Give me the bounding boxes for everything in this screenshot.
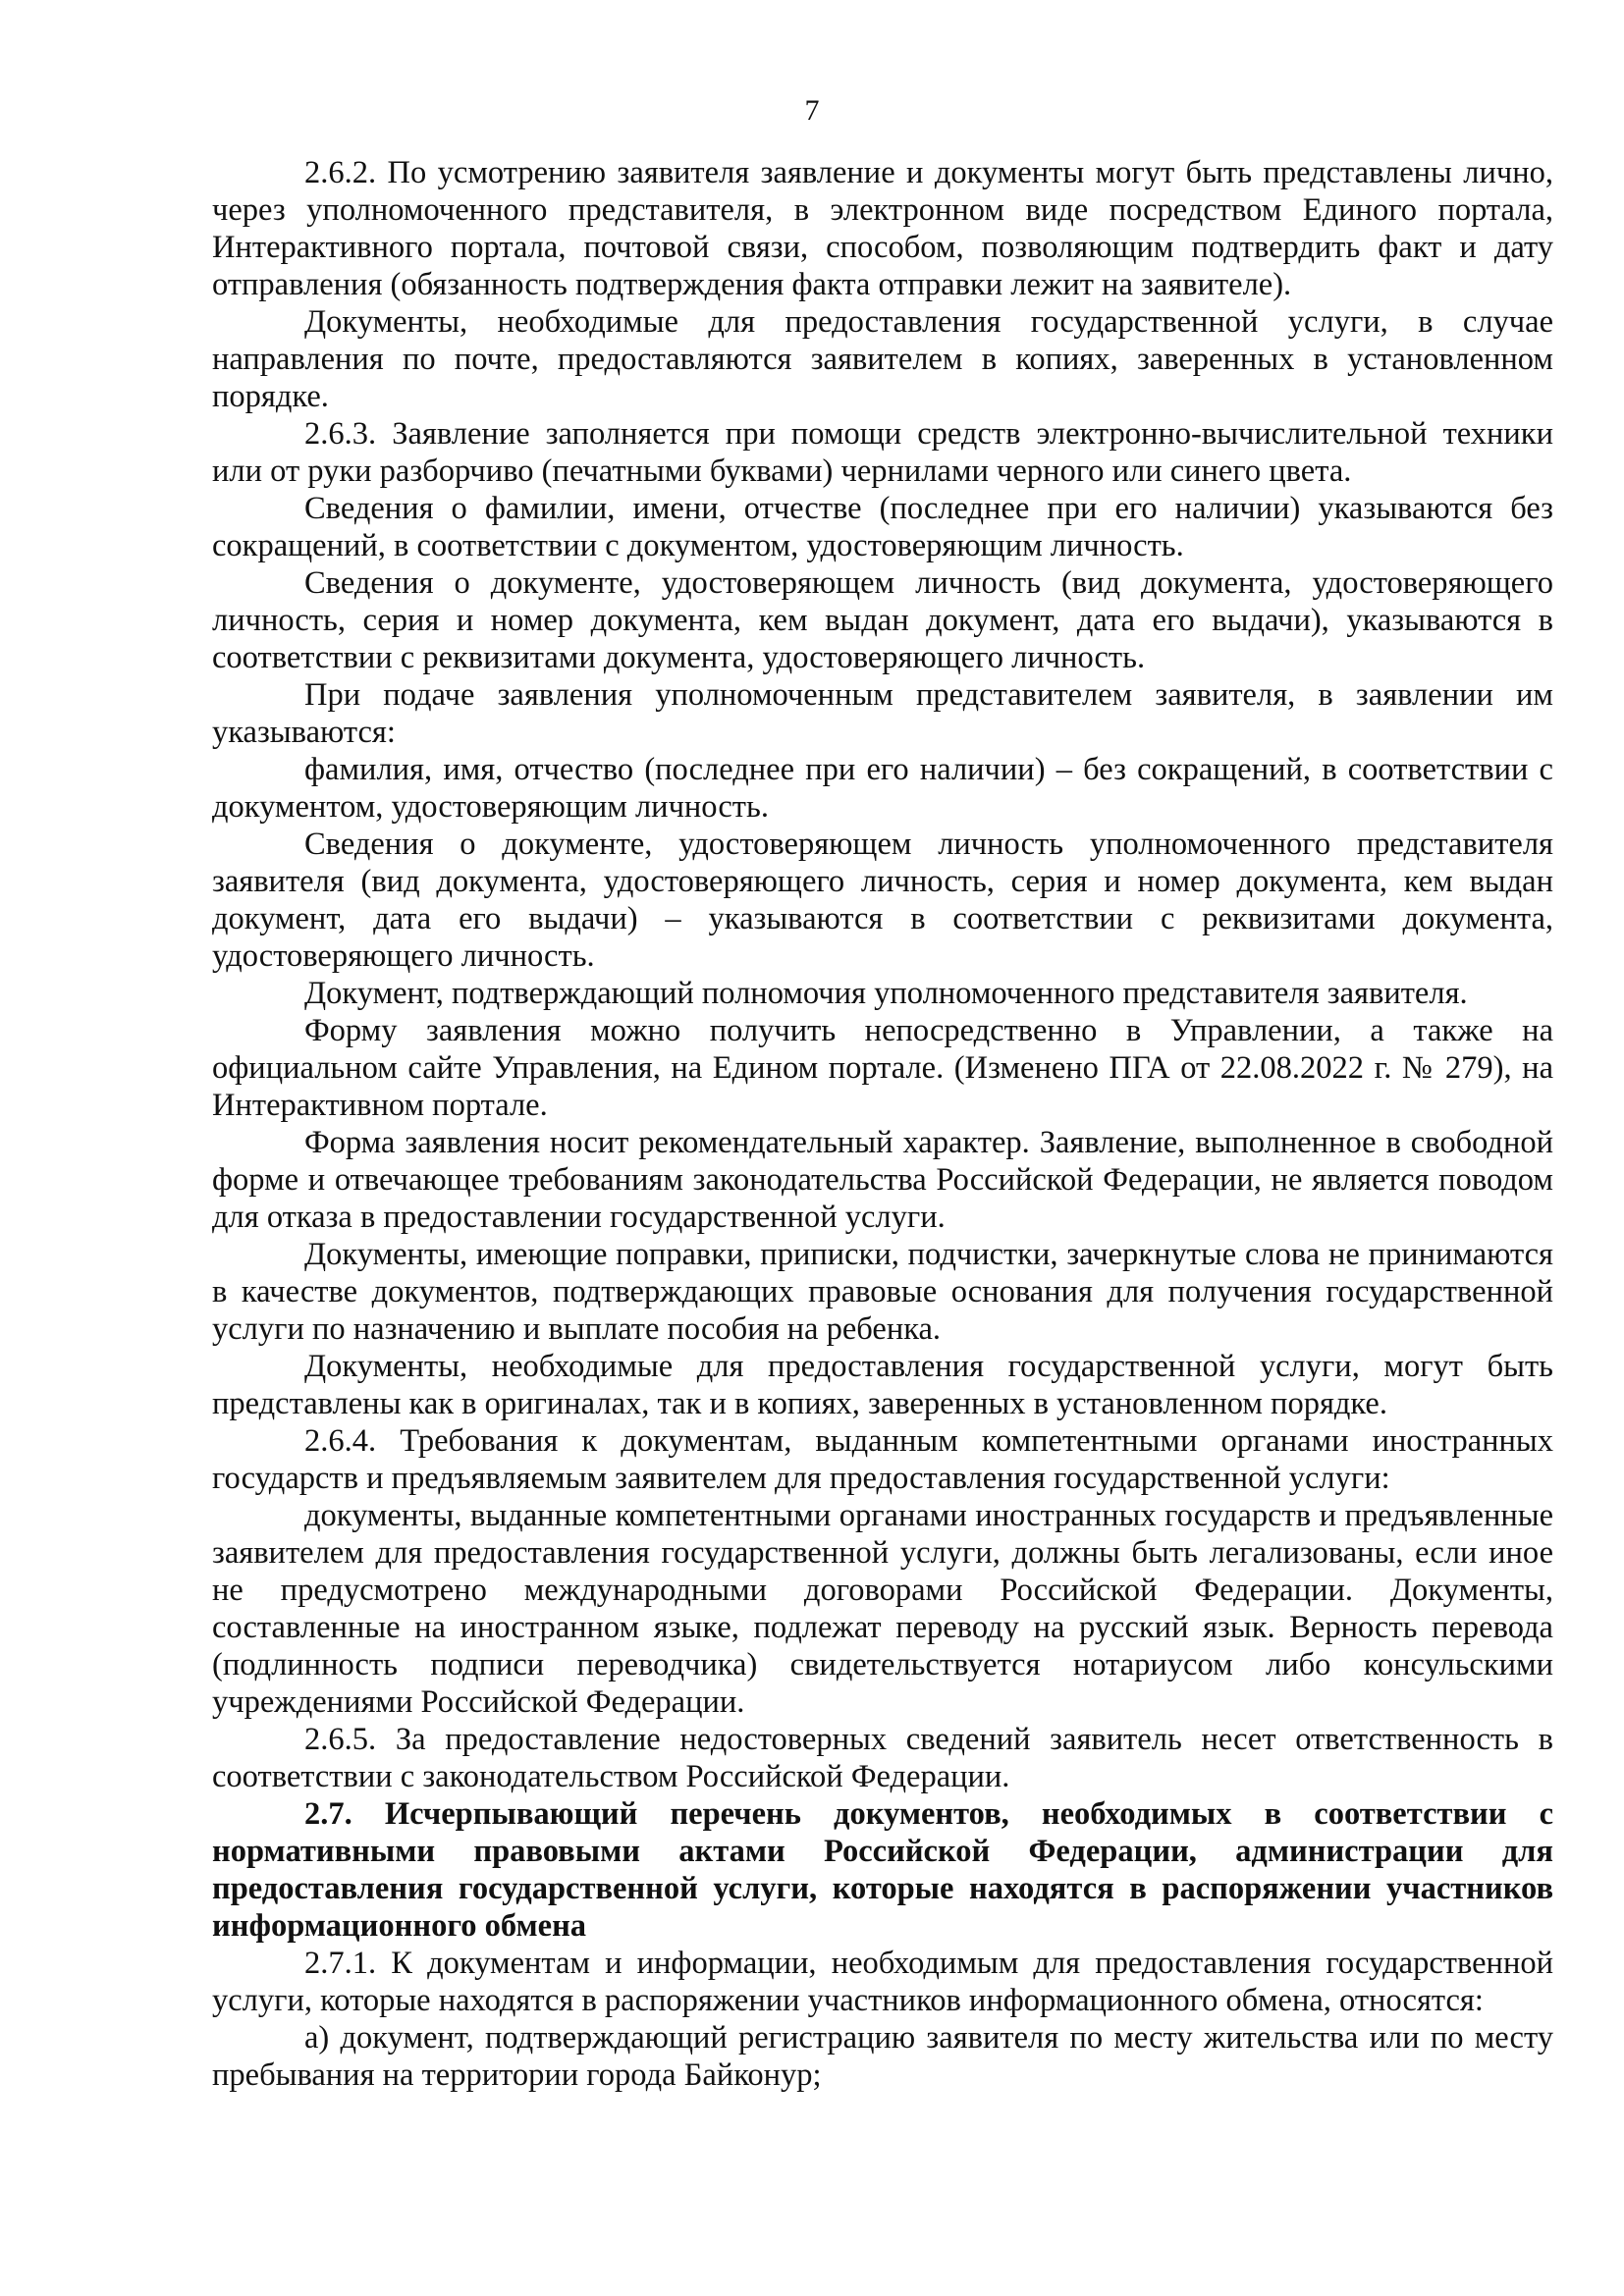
page-number: 7: [804, 94, 820, 127]
paragraph: Сведения о документе, удостоверяющем личность (вид документа, удостоверяющего личность, серия и номер документа, кем выдан документ, дата его выдачи), указываются в соответствии с реквизитами документа, удостоверяющего личность.: [212, 565, 1553, 675]
paragraph: Документы, необходимые для предоставления государственной услуги, в случае направления по почте, предоставляются заявителем в копиях, заверенных в установленном порядке.: [212, 304, 1553, 414]
paragraph: 2.7.1. К документам и информации, необходимым для предоставления государственной услуги, которые находятся в распоряжении участников информационного обмена, относятся:: [212, 1946, 1553, 2018]
paragraph: 2.6.4. Требования к документам, выданным компетентными органами иностранных государств и предъявляемым заявителем для предоставления государственной услуги:: [212, 1423, 1553, 1496]
paragraph: При подаче заявления уполномоченным представителем заявителя, в заявлении им указываются:: [212, 677, 1553, 750]
paragraph: Сведения о документе, удостоверяющем личность уполномоченного представителя заявителя (вид документа, удостоверяющего личность, серия и номер документа, кем выдан документ, дата его выдачи) – указываются в соответствии с реквизитами документа, удостоверяющего личность.: [212, 827, 1553, 974]
paragraph: Форма заявления носит рекомендательный характер. Заявление, выполненное в свободной форме и отвечающее требованиям законодательства Российской Федерации, не является поводом для отказа в предоставлении государственной услуги.: [212, 1125, 1553, 1235]
paragraph: Форму заявления можно получить непосредственно в Управлении, а также на официальном сайте Управления, на Едином портале. (Изменено ПГА от 22.08.2022 г. № 279), на Интерактивном портале.: [212, 1013, 1553, 1123]
paragraph: документы, выданные компетентными органами иностранных государств и предъявленные заявителем для предоставления государственной услуги, должны быть легализованы, если иное не предусмотрено международными договорами Российской Федерации. Документы, составленные на иностранном языке, подлежат переводу на русский язык. Верность перевода (подлинность подписи переводчика) свидетельствуется нотариусом либо консульскими учреждениями Российской Федерации.: [212, 1498, 1553, 1720]
paragraph: Документы, необходимые для предоставления государственной услуги, могут быть представлены как в оригиналах, так и в копиях, заверенных в установленном порядке.: [212, 1349, 1553, 1421]
paragraph: 2.6.2. По усмотрению заявителя заявление и документы могут быть представлены лично, через уполномоченного представителя, в электронном виде посредством Единого портала, Интерактивного портала, почтовой связи, способом, позволяющим подтвердить факт и дату отправления (обязанность подтверждения факта отправки лежит на заявителе).: [212, 155, 1553, 302]
document-body: [212, 154, 1553, 2094]
section-heading: 2.7. Исчерпывающий перечень документов, необходимых в соответствии с нормативными правовыми актами Российской Федерации, администрации для предоставления государственной услуги, которые находятся в распоряжении участников информационного обмена: [212, 1796, 1553, 1944]
paragraph: Документ, подтверждающий полномочия уполномоченного представителя заявителя.: [304, 976, 1468, 1011]
paragraph: а) документ, подтверждающий регистрацию заявителя по месту жительства или по месту пребывания на территории города Байконур;: [212, 2020, 1553, 2093]
paragraph: Документы, имеющие поправки, приписки, подчистки, зачеркнутые слова не принимаются в качестве документов, подтверждающих правовые основания для получения государственной услуги по назначению и выплате пособия на ребенка.: [212, 1237, 1553, 1347]
paragraph: 2.6.3. Заявление заполняется при помощи средств электронно-вычислительной техники или от руки разборчиво (печатными буквами) чернилами черного или синего цвета.: [212, 416, 1553, 489]
paragraph: 2.6.5. За предоставление недостоверных сведений заявитель несет ответственность в соответствии с законодательством Российской Федерации.: [212, 1722, 1553, 1794]
paragraph: фамилия, имя, отчество (последнее при его наличии) – без сокращений, в соответствии с документом, удостоверяющим личность.: [212, 752, 1553, 825]
paragraph: Сведения о фамилии, имени, отчестве (последнее при его наличии) указываются без сокращений, в соответствии с документом, удостоверяющим личность.: [212, 491, 1553, 563]
